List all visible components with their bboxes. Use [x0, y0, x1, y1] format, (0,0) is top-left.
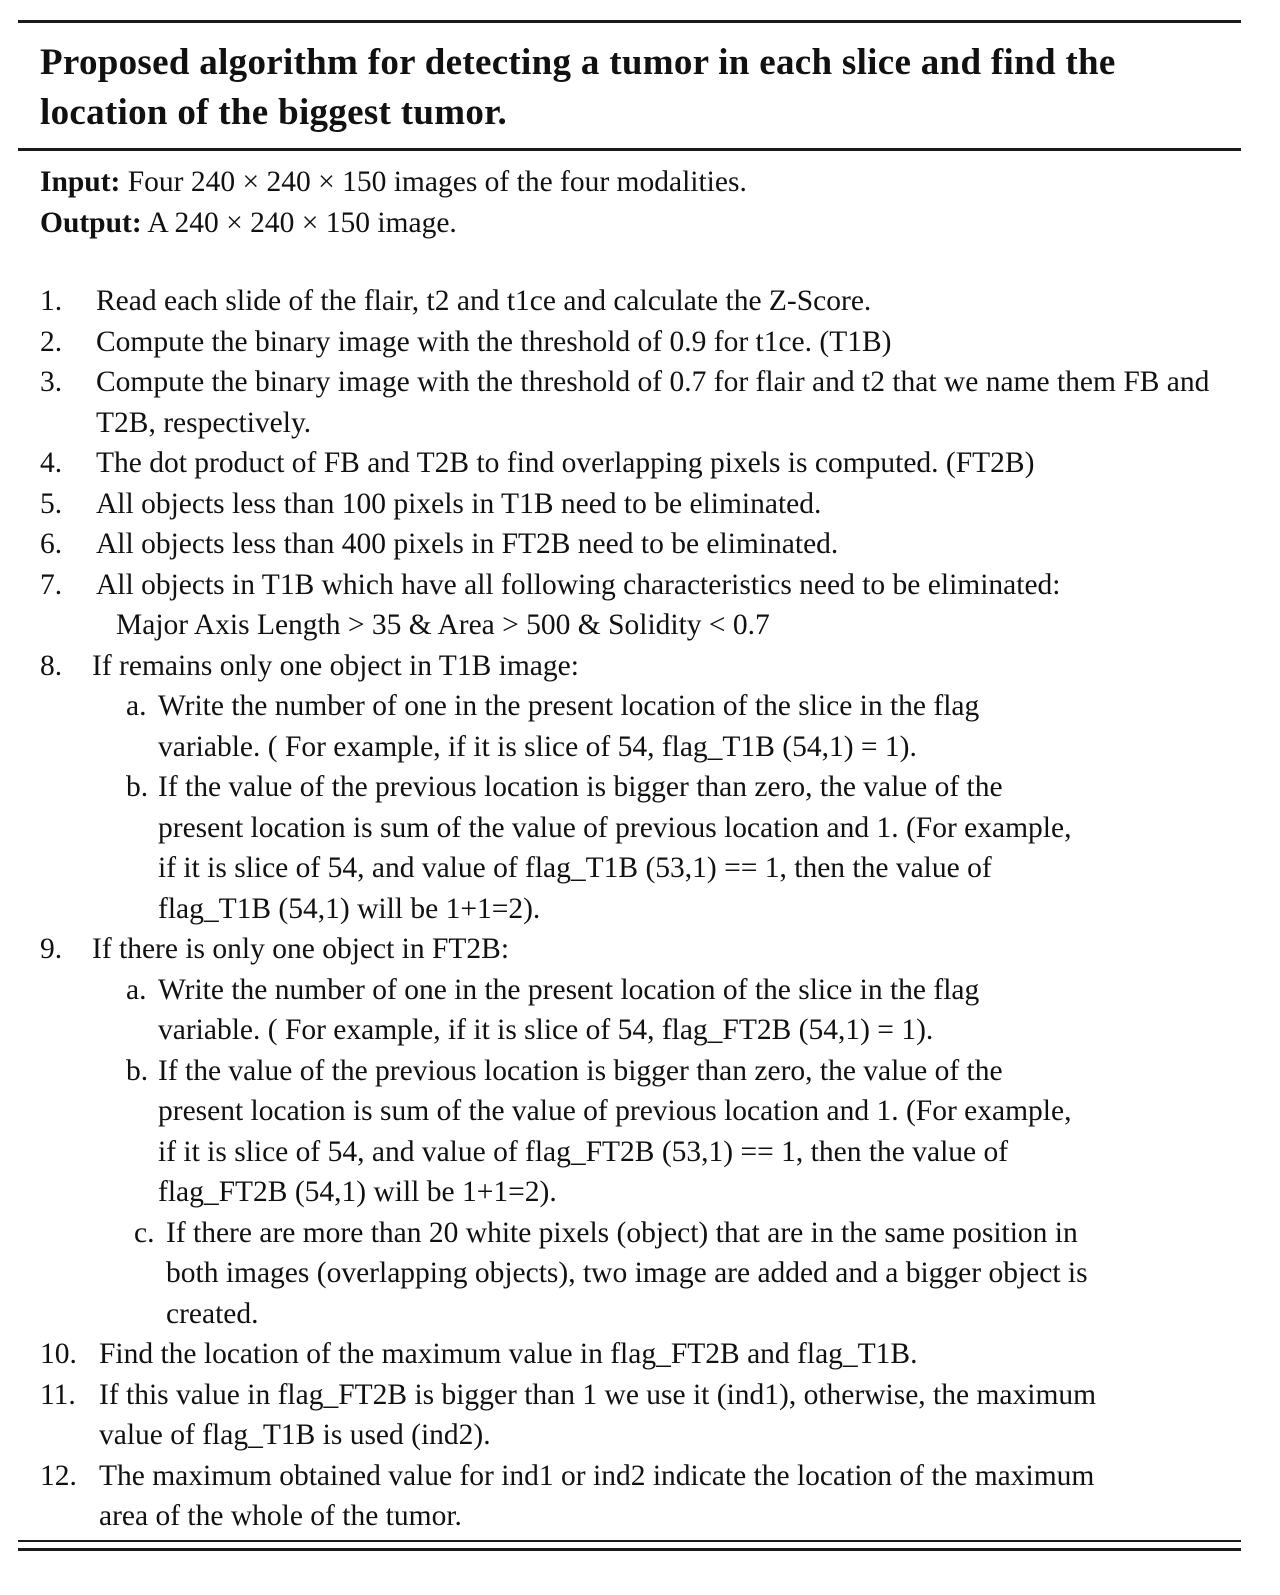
- step-number: 3.: [40, 366, 63, 398]
- step-text: The dot product of FB and T2B to find overlapping pixels is computed. (FT2B): [96, 447, 1035, 479]
- step-9: [40, 929, 1230, 970]
- output-text: A 240 × 240 × 150 image.: [141, 206, 457, 239]
- substep-letter: a.: [126, 973, 147, 1006]
- step-text: The maximum obtained value for ind1 or ind2 indicate the location of the maximum area of the whole of the tumor.: [99, 1459, 1095, 1532]
- substep-9c: [40, 1213, 1094, 1335]
- step-10: [40, 1334, 1230, 1375]
- step-number: 10.: [40, 1338, 77, 1370]
- step-text: Compute the binary image with the threshold of 0.9 for t1ce. (T1B): [96, 325, 892, 358]
- substep-text: If the value of the previous location is bigger than zero, the value of the present location is sum of the value of previous location and 1. (For example, if it is slice of 54, and value of flag_T1B (53,1) == 1, then the value of flag_T1B (54,1) will be 1+1=2).: [158, 771, 1072, 925]
- substep-8b: [40, 767, 1086, 929]
- step-number: 2.: [40, 325, 63, 358]
- step-6: [40, 524, 1230, 565]
- step-number: 11.: [40, 1378, 76, 1411]
- substep-letter: c.: [134, 1216, 155, 1249]
- algorithm-body: [40, 162, 1230, 1537]
- step-text: Find the location of the maximum value in flag_FT2B and flag_T1B.: [99, 1338, 918, 1370]
- step-number: 9.: [40, 933, 63, 965]
- substep-letter: a.: [126, 690, 147, 722]
- spacer: [40, 243, 1230, 281]
- step-number: 1.: [40, 285, 63, 317]
- step-number: 12.: [40, 1459, 77, 1492]
- step-2: [40, 322, 1230, 363]
- input-line: [40, 162, 1230, 203]
- step-7: [40, 565, 1230, 646]
- step-text: All objects less than 100 pixels in T1B need to be eliminated.: [96, 487, 822, 520]
- step-number: 8.: [40, 649, 63, 682]
- substep-8a: [40, 686, 1086, 767]
- step-number: 5.: [40, 487, 63, 520]
- bottom-rule: [18, 1548, 1241, 1551]
- header-rule: [18, 148, 1241, 151]
- substep-letter: b.: [126, 771, 149, 803]
- step-text: Read each slide of the flair, t2 and t1ce and calculate the Z-Score.: [96, 285, 872, 317]
- substep-text: If there are more than 20 white pixels (object) that are in the same position in both images (overlapping objects), two image are added and a bigger object is created.: [166, 1216, 1088, 1330]
- substep-text: If the value of the previous location is bigger than zero, the value of the present location is sum of the value of previous location and 1. (For example, if it is slice of 54, and value of flag_FT2B (53,1) == 1, then the value of flag_FT2B (54,1) will be 1+1=2).: [158, 1054, 1072, 1208]
- substep-9b: [40, 1051, 1086, 1213]
- algorithm-title: Proposed algorithm for detecting a tumor in each slice and find the location of the biggest tumor.: [40, 42, 1116, 133]
- step-5: [40, 484, 1230, 525]
- elimination-criteria: Major Axis Length > 35 & Area > 500 & Solidity < 0.7: [116, 609, 770, 641]
- step-text: Compute the binary image with the threshold of 0.7 for flair and t2 that we name them FB and T2B, respectively.: [96, 366, 1210, 439]
- step-12: [40, 1456, 1100, 1537]
- step-text: If there is only one object in FT2B:: [92, 933, 510, 965]
- substep-letter: b.: [126, 1054, 149, 1087]
- top-rule: [18, 20, 1241, 23]
- step-number: 6.: [40, 528, 63, 560]
- step-text: If this value in flag_FT2B is bigger than 1 we use it (ind1), otherwise, the maximum value of flag_T1B is used (ind2).: [99, 1378, 1097, 1451]
- substep-text: Write the number of one in the present location of the slice in the flag variable. ( For example, if it is slice of 54, flag_FT2B (54,1) = 1).: [158, 973, 980, 1046]
- step-1: [40, 281, 1230, 322]
- step-8: [40, 646, 1230, 687]
- step-text: All objects in T1B which have all following characteristics need to be eliminated:: [96, 568, 1061, 601]
- substep-text: Write the number of one in the present location of the slice in the flag variable. ( For example, if it is slice of 54, flag_T1B (54,1) = 1).: [158, 690, 980, 763]
- step-text: All objects less than 400 pixels in FT2B need to be eliminated.: [96, 528, 839, 560]
- output-label: Output:: [40, 206, 142, 239]
- substep-9a: [40, 970, 1086, 1051]
- step-number: 7.: [40, 568, 63, 601]
- bottom-rule-thin: [18, 1540, 1241, 1542]
- step-4: [40, 443, 1230, 484]
- step-3: [40, 362, 1230, 443]
- step-11: [40, 1375, 1100, 1456]
- step-number: 4.: [40, 447, 63, 479]
- input-label: Input:: [40, 166, 121, 198]
- output-line: [40, 203, 1230, 244]
- input-text: Four 240 × 240 × 150 images of the four modalities.: [120, 166, 747, 198]
- step-text: If remains only one object in T1B image:: [92, 649, 579, 682]
